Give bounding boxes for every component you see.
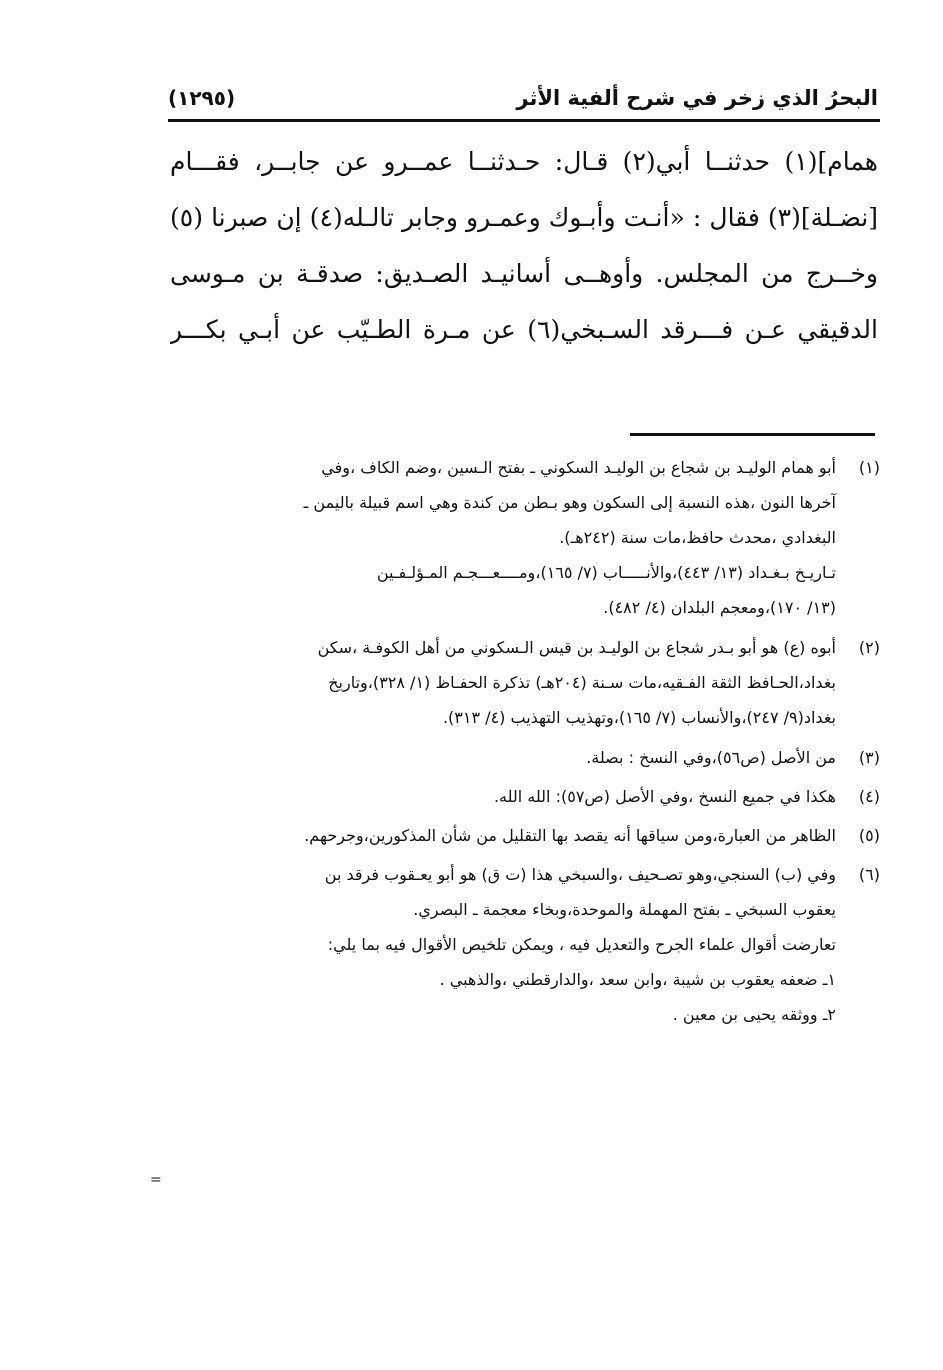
footnote-4 xyxy=(168,779,880,814)
footnote-text: أبوه (ع) هو أبو بـدر شجاع بن الوليـد بن قيس الـسكوني من أهل الكوفـة ،سكن xyxy=(317,638,836,657)
page-header xyxy=(168,78,878,118)
footnote-text: وفي (ب) السنجي،وهو تصـحيف ،والسبخي هذا (ت ق) هو أبو يعـقوب فرقد بن xyxy=(324,865,836,884)
footnote-text: تعارضت أقوال علماء الجرح والتعديل فيه ، ويمكن تلخيص الأقوال فيه بما يلي: xyxy=(327,935,836,954)
footnote-number: (٤) xyxy=(858,787,880,806)
footnote-text: بغداد،الحـافظ الثقة الفـقيه،مات سـنة (٢٠٤هـ) تذكرة الحفـاظ (١/ ٣٢٨)،وتاريخ xyxy=(328,673,836,692)
footnote-3 xyxy=(168,740,880,775)
footnote-1 xyxy=(168,450,880,625)
footnote-number: (٥) xyxy=(858,826,880,845)
page-number: (١٢٩٥) xyxy=(168,86,236,110)
footnote-number: (١) xyxy=(858,458,880,477)
footnote-text: تـاريـخ بـغـداد (١٣/ ٤٤٣)،والأنـــــاب (٧/ ١٦٥)،ومــــعـــجـم المـؤلـفـين xyxy=(376,563,836,582)
footnote-number: (٦) xyxy=(858,865,880,884)
footnote-2 xyxy=(168,630,880,735)
footnote-text: (١٣/ ١٧٠)،ومعجم البلدان (٤/ ٤٨٢). xyxy=(603,598,836,617)
main-text-line: وخــرج من المجلس. وأوهــى أسانيـد الصـديق: صدقـة بن مـوسى xyxy=(170,259,878,288)
footnote-text: آخرها النون ،هذه النسبة إلى السكون وهو بـطن من كندة وهي اسم قبيلة باليمن ـ xyxy=(303,493,836,512)
footnote-number: (٢) xyxy=(858,638,880,657)
footnote-text: ٢ـ ووثقه يحيى بن معين . xyxy=(672,1005,836,1024)
running-title: البحرُ الذي زخر في شرح ألفية الأثر xyxy=(516,86,878,110)
footnote-number: (٣) xyxy=(858,748,880,767)
main-text-line: [نضـلة](٣) فقال : «أنـت وأبـوك وعمـرو وجابر تالـله(٤) إن صبرنا (٥) xyxy=(170,203,878,232)
main-text xyxy=(170,134,878,358)
footnotes xyxy=(168,450,880,1032)
header-rule xyxy=(168,119,880,122)
footnote-text: هكذا في جميع النسخ ،وفي الأصل (ص٥٧): الله الله. xyxy=(493,787,836,806)
footnote-separator xyxy=(630,433,875,436)
main-text-line: همام](١) حدثنــا أبي(٢) قـال: حـدثنــا عمــرو عن جابــر، فقـــام xyxy=(170,147,878,176)
footnote-text: أبو همام الوليـد بن شجاع بن الوليـد السكوني ـ بفتح الـسين ،وضم الكاف ،وفي xyxy=(321,458,836,477)
footnote-6 xyxy=(168,857,880,1032)
footnote-text: من الأصل (ص٥٦)،وفي النسخ : بصلة. xyxy=(586,748,836,767)
footnote-5 xyxy=(168,818,880,853)
footnote-text: الظاهر من العبارة،ومن سياقها أنه يقصد بها التقليل من شأن المذكورين،وجرحهم. xyxy=(304,826,836,845)
footnote-text: يعقوب السبخي ـ بفتح المهملة والموحدة،وبخاء معجمة ـ البصري. xyxy=(413,900,836,919)
footnote-text: ١ـ ضعفه يعقوب بن شيبة ،وابن سعد ،والدارقطني ،والذهبي . xyxy=(439,970,836,989)
continuation-mark: = xyxy=(150,1172,162,1188)
main-text-line: الدقيقي عـن فـــرقد السـبخي(٦) عن مـرة الطـيّب عن أبـي بكـــر xyxy=(170,315,878,344)
footnote-text: بغداد(٩/ ٢٤٧)،والأنساب (٧/ ١٦٥)،وتهذيب التهذيب (٤/ ٣١٣). xyxy=(442,708,836,727)
footnote-text: البغدادي ،محدث حافظ،مات سنة (٢٤٢هـ). xyxy=(559,528,836,547)
